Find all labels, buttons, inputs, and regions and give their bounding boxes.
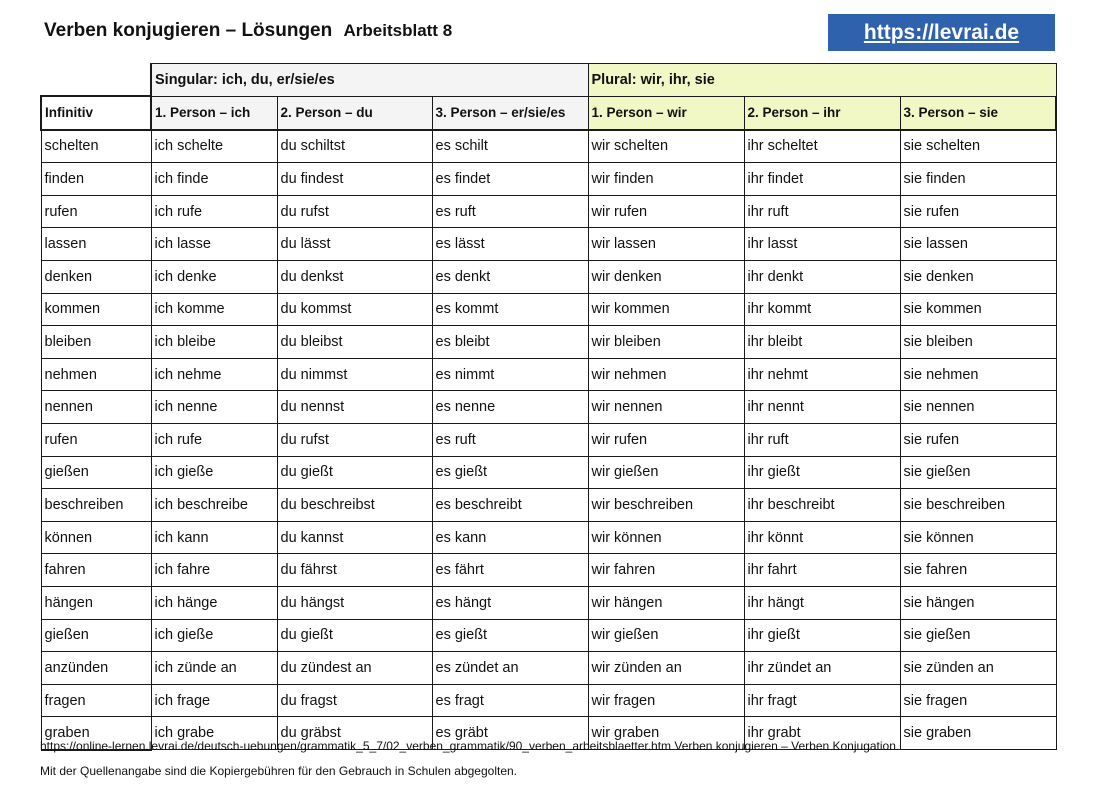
conjugation-cell: es schilt: [432, 130, 588, 163]
conjugation-cell: ich hänge: [151, 587, 277, 620]
infinitive-cell: kommen: [41, 293, 151, 326]
conjugation-cell: sie hängen: [900, 587, 1056, 620]
conjugation-cell: du gießt: [277, 456, 432, 489]
conjugation-cell: sie rufen: [900, 195, 1056, 228]
conjugation-table: [40, 63, 1057, 751]
conjugation-cell: ich rufe: [151, 195, 277, 228]
conjugation-cell: es bleibt: [432, 326, 588, 359]
conjugation-cell: du kommst: [277, 293, 432, 326]
column-header: 1. Person – ich: [151, 96, 277, 130]
table-row: [41, 261, 1056, 294]
table-row: [41, 521, 1056, 554]
infinitive-cell: bleiben: [41, 326, 151, 359]
conjugation-cell: ich nehme: [151, 358, 277, 391]
conjugation-cell: ihr gießt: [744, 456, 900, 489]
conjugation-cell: es ruft: [432, 424, 588, 457]
column-header: 2. Person – ihr: [744, 96, 900, 130]
table-row: [41, 293, 1056, 326]
table-row: [41, 619, 1056, 652]
conjugation-cell: wir zünden an: [588, 652, 744, 685]
table-row: [41, 424, 1056, 457]
title-text: Verben konjugieren – Lösungen: [44, 20, 333, 41]
conjugation-cell: ihr kommt: [744, 293, 900, 326]
copyright-note: Mit der Quellenangabe sind die Kopiergebühren für den Gebrauch in Schulen abgegolten.: [40, 764, 517, 778]
conjugation-cell: sie fahren: [900, 554, 1056, 587]
conjugation-cell: es fragt: [432, 684, 588, 717]
conjugation-cell: sie nehmen: [900, 358, 1056, 391]
conjugation-cell: sie rufen: [900, 424, 1056, 457]
infinitive-cell: schelten: [41, 130, 151, 163]
conjugation-cell: sie zünden an: [900, 652, 1056, 685]
infinitive-cell: gießen: [41, 619, 151, 652]
conjugation-cell: wir gießen: [588, 619, 744, 652]
conjugation-cell: du gießt: [277, 619, 432, 652]
conjugation-cell: ihr zündet an: [744, 652, 900, 685]
conjugation-cell: es lässt: [432, 228, 588, 261]
conjugation-cell: du kannst: [277, 521, 432, 554]
conjugation-cell: sie denken: [900, 261, 1056, 294]
infinitive-cell: hängen: [41, 587, 151, 620]
conjugation-cell: wir fragen: [588, 684, 744, 717]
conjugation-cell: sie gießen: [900, 456, 1056, 489]
conjugation-cell: ich nenne: [151, 391, 277, 424]
infinitive-cell: nehmen: [41, 358, 151, 391]
conjugation-cell: du fährst: [277, 554, 432, 587]
conjugation-cell: wir rufen: [588, 195, 744, 228]
conjugation-cell: wir beschreiben: [588, 489, 744, 522]
conjugation-cell: ich grabe: [151, 717, 277, 750]
conjugation-cell: wir kommen: [588, 293, 744, 326]
conjugation-cell: ich frage: [151, 684, 277, 717]
conjugation-cell: wir gießen: [588, 456, 744, 489]
conjugation-cell: es gießt: [432, 456, 588, 489]
conjugation-cell: sie gießen: [900, 619, 1056, 652]
conjugation-cell: es kann: [432, 521, 588, 554]
conjugation-cell: wir denken: [588, 261, 744, 294]
conjugation-cell: wir nehmen: [588, 358, 744, 391]
conjugation-cell: ihr denkt: [744, 261, 900, 294]
conjugation-cell: ich finde: [151, 163, 277, 196]
conjugation-cell: ihr bleibt: [744, 326, 900, 359]
conjugation-cell: du denkst: [277, 261, 432, 294]
conjugation-cell: ich zünde an: [151, 652, 277, 685]
conjugation-cell: es kommt: [432, 293, 588, 326]
conjugation-cell: wir rufen: [588, 424, 744, 457]
worksheet-number: Arbeitsblatt 8: [343, 21, 453, 40]
group-singular: Singular: ich, du, er/sie/es: [151, 64, 588, 97]
infinitive-cell: anzünden: [41, 652, 151, 685]
conjugation-cell: du nennst: [277, 391, 432, 424]
conjugation-cell: du schiltst: [277, 130, 432, 163]
infinitive-cell: gießen: [41, 456, 151, 489]
conjugation-cell: es nenne: [432, 391, 588, 424]
table-row: [41, 587, 1056, 620]
conjugation-cell: du hängst: [277, 587, 432, 620]
conjugation-cell: ihr beschreibt: [744, 489, 900, 522]
conjugation-cell: ich lasse: [151, 228, 277, 261]
table-row: [41, 228, 1056, 261]
conjugation-cell: wir bleiben: [588, 326, 744, 359]
column-header: 1. Person – wir: [588, 96, 744, 130]
infinitive-cell: beschreiben: [41, 489, 151, 522]
table-row: [41, 130, 1056, 163]
table-row: [41, 326, 1056, 359]
conjugation-cell: wir lassen: [588, 228, 744, 261]
conjugation-cell: ihr nennt: [744, 391, 900, 424]
conjugation-cell: wir schelten: [588, 130, 744, 163]
conjugation-cell: ihr findet: [744, 163, 900, 196]
conjugation-cell: ihr hängt: [744, 587, 900, 620]
conjugation-cell: ihr gießt: [744, 619, 900, 652]
conjugation-cell: sie finden: [900, 163, 1056, 196]
table-row: [41, 652, 1056, 685]
conjugation-cell: du zündest an: [277, 652, 432, 685]
column-header: Infinitiv: [41, 96, 151, 130]
conjugation-cell: wir nennen: [588, 391, 744, 424]
conjugation-cell: du rufst: [277, 424, 432, 457]
conjugation-cell: sie fragen: [900, 684, 1056, 717]
conjugation-cell: du findest: [277, 163, 432, 196]
conjugation-cell: wir hängen: [588, 587, 744, 620]
table-row: [41, 358, 1056, 391]
conjugation-cell: ihr lasst: [744, 228, 900, 261]
table-row: [41, 489, 1056, 522]
conjugation-cell: sie bleiben: [900, 326, 1056, 359]
conjugation-cell: es fährt: [432, 554, 588, 587]
table-row: [41, 195, 1056, 228]
table-row: [41, 554, 1056, 587]
conjugation-cell: du nimmst: [277, 358, 432, 391]
conjugation-cell: wir graben: [588, 717, 744, 750]
conjugation-cell: ich komme: [151, 293, 277, 326]
source-link[interactable]: https://online-lernen.levrai.de/deutsch-uebungen/grammatik_5_7/02_verben_grammatik/90_verben_arbeitsblaetter.htm Verben konjugieren – Verben Konjugation: [40, 739, 896, 753]
corner-cell: [41, 64, 151, 97]
conjugation-cell: du fragst: [277, 684, 432, 717]
conjugation-cell: du bleibst: [277, 326, 432, 359]
conjugation-cell: ich beschreibe: [151, 489, 277, 522]
infinitive-cell: fragen: [41, 684, 151, 717]
column-header: 3. Person – sie: [900, 96, 1056, 130]
conjugation-cell: ihr nehmt: [744, 358, 900, 391]
infinitive-cell: rufen: [41, 424, 151, 457]
conjugation-cell: ich denke: [151, 261, 277, 294]
conjugation-cell: ihr könnt: [744, 521, 900, 554]
infinitive-cell: fahren: [41, 554, 151, 587]
conjugation-cell: es zündet an: [432, 652, 588, 685]
infinitive-cell: finden: [41, 163, 151, 196]
conjugation-cell: sie nennen: [900, 391, 1056, 424]
column-header: 2. Person – du: [277, 96, 432, 130]
conjugation-cell: du gräbst: [277, 717, 432, 750]
conjugation-cell: es hängt: [432, 587, 588, 620]
conjugation-cell: es gießt: [432, 619, 588, 652]
conjugation-cell: ihr ruft: [744, 195, 900, 228]
conjugation-cell: es denkt: [432, 261, 588, 294]
conjugation-cell: sie beschreiben: [900, 489, 1056, 522]
infinitive-cell: graben: [41, 717, 151, 750]
table-row: [41, 391, 1056, 424]
table-row: [41, 456, 1056, 489]
conjugation-cell: es beschreibt: [432, 489, 588, 522]
infinitive-cell: können: [41, 521, 151, 554]
table-row: [41, 163, 1056, 196]
conjugation-cell: du rufst: [277, 195, 432, 228]
conjugation-cell: sie lassen: [900, 228, 1056, 261]
conjugation-cell: es nimmt: [432, 358, 588, 391]
conjugation-cell: ihr fahrt: [744, 554, 900, 587]
conjugation-cell: sie kommen: [900, 293, 1056, 326]
conjugation-cell: es ruft: [432, 195, 588, 228]
conjugation-cell: ich rufe: [151, 424, 277, 457]
conjugation-cell: es findet: [432, 163, 588, 196]
infinitive-cell: nennen: [41, 391, 151, 424]
conjugation-cell: du lässt: [277, 228, 432, 261]
conjugation-cell: ich bleibe: [151, 326, 277, 359]
conjugation-cell: ich gieße: [151, 619, 277, 652]
conjugation-cell: ihr scheltet: [744, 130, 900, 163]
page-title: [44, 20, 452, 42]
conjugation-cell: ihr grabt: [744, 717, 900, 750]
conjugation-cell: ihr fragt: [744, 684, 900, 717]
table-row: [41, 684, 1056, 717]
conjugation-cell: sie schelten: [900, 130, 1056, 163]
conjugation-cell: ich kann: [151, 521, 277, 554]
group-plural: Plural: wir, ihr, sie: [588, 64, 1056, 97]
brand-link[interactable]: https://levrai.de: [828, 14, 1055, 51]
conjugation-cell: wir finden: [588, 163, 744, 196]
conjugation-cell: wir fahren: [588, 554, 744, 587]
conjugation-cell: ich schelte: [151, 130, 277, 163]
conjugation-cell: ich gieße: [151, 456, 277, 489]
conjugation-cell: wir können: [588, 521, 744, 554]
column-header: 3. Person – er/sie/es: [432, 96, 588, 130]
conjugation-cell: du beschreibst: [277, 489, 432, 522]
infinitive-cell: denken: [41, 261, 151, 294]
conjugation-cell: sie können: [900, 521, 1056, 554]
conjugation-cell: ihr ruft: [744, 424, 900, 457]
conjugation-cell: es gräbt: [432, 717, 588, 750]
conjugation-cell: ich fahre: [151, 554, 277, 587]
infinitive-cell: lassen: [41, 228, 151, 261]
infinitive-cell: rufen: [41, 195, 151, 228]
conjugation-cell: sie graben: [900, 717, 1056, 750]
